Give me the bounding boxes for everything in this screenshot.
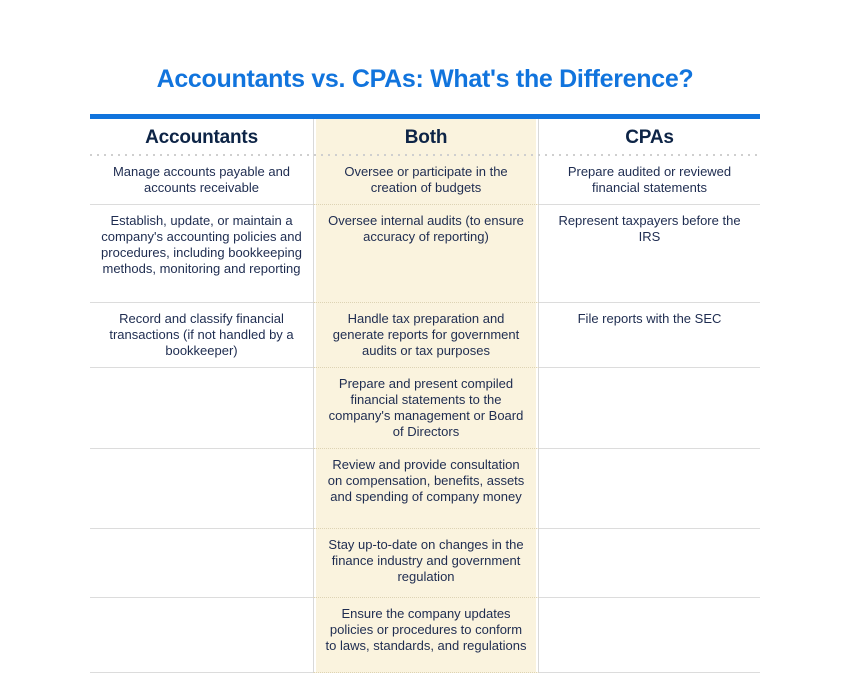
cell-cpas: [539, 529, 760, 598]
table-row: [90, 303, 760, 368]
cell-accountants: [90, 598, 313, 673]
table-row: [90, 529, 760, 598]
cell-cpas: Represent taxpayers before the IRS: [539, 205, 760, 303]
comparison-table: [90, 114, 760, 673]
table-header-row: [90, 119, 760, 156]
cell-accountants: Establish, update, or maintain a company's accounting policies and procedures, including bookkeeping methods, monitoring and reporting: [90, 205, 313, 303]
column-header-accountants: Accountants: [145, 126, 258, 148]
cell-both: Stay up-to-date on changes in the finance industry and government regulation: [313, 529, 539, 598]
table-row: [90, 156, 760, 205]
cell-cpas: File reports with the SEC: [539, 303, 760, 368]
cell-both: Oversee internal audits (to ensure accuracy of reporting): [313, 205, 539, 303]
cell-accountants: Manage accounts payable and accounts receivable: [90, 156, 313, 205]
table-row: [90, 449, 760, 529]
table-row: [90, 598, 760, 673]
cell-cpas: [539, 449, 760, 529]
page-title: Accountants vs. CPAs: What's the Difference?: [156, 65, 694, 93]
cell-accountants: Record and classify financial transactions (if not handled by a bookkeeper): [90, 303, 313, 368]
cell-both: Prepare and present compiled financial statements to the company's management or Board of Directors: [313, 368, 539, 449]
cell-cpas: [539, 368, 760, 449]
table-row: [90, 368, 760, 449]
cell-accountants: [90, 529, 313, 598]
cell-both: Oversee or participate in the creation of budgets: [313, 156, 539, 205]
cell-cpas: [539, 598, 760, 673]
cell-accountants: [90, 449, 313, 529]
column-header-both: Both: [313, 119, 539, 156]
cell-cpas: Prepare audited or reviewed financial statements: [539, 156, 760, 205]
cell-both: Review and provide consultation on compensation, benefits, assets and spending of company money: [313, 449, 539, 529]
cell-accountants: [90, 368, 313, 449]
cell-both: Ensure the company updates policies or procedures to conform to laws, standards, and regulations: [313, 598, 539, 673]
column-header-cpas: CPAs: [625, 126, 674, 148]
cell-both: Handle tax preparation and generate reports for government audits or tax purposes: [313, 303, 539, 368]
table-row: [90, 205, 760, 303]
